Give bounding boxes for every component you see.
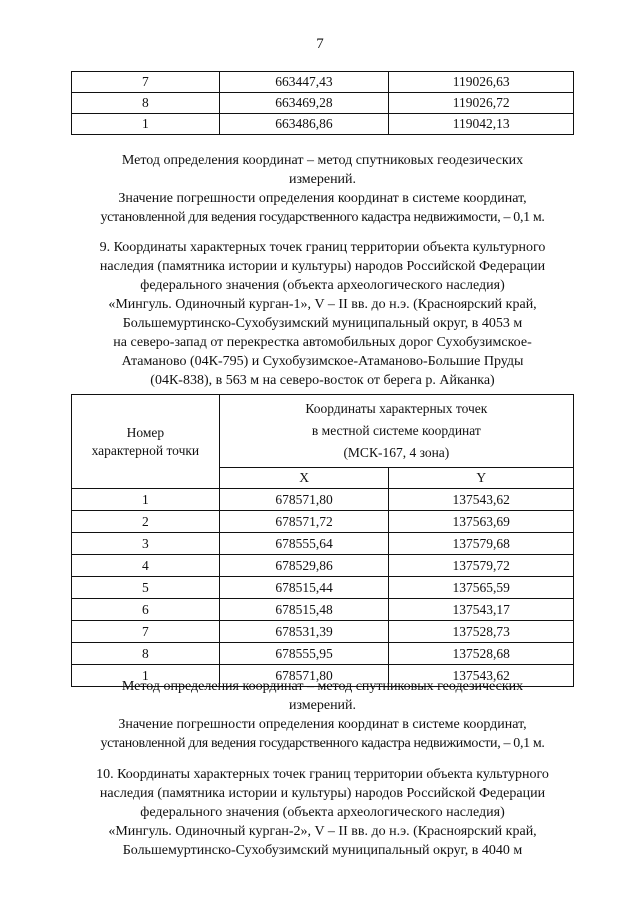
table-row	[72, 643, 574, 665]
y-coordinate-cell: 137543,62	[389, 665, 574, 687]
x-coordinate-cell: 663447,43	[219, 72, 389, 93]
section-line: на северо-запад от перекрестка автомобильных дорог Сухобузимское-	[113, 335, 532, 350]
y-coordinate-cell: 119026,72	[389, 93, 574, 114]
header-point-number	[72, 395, 220, 489]
point-number-cell: 8	[72, 93, 220, 114]
section-line: «Мингуль. Одиночный курган-2», V – II вв. до н.э. (Красноярский край,	[108, 824, 537, 839]
coordinate-method-note	[70, 677, 575, 753]
x-coordinate-cell: 678555,64	[219, 533, 389, 555]
page-number: 7	[316, 36, 324, 52]
y-coordinate-cell: 137543,17	[389, 599, 574, 621]
y-coordinate-cell: 137563,69	[389, 511, 574, 533]
y-coordinate-cell: 137579,72	[389, 555, 574, 577]
x-coordinate-cell: 678531,39	[219, 621, 389, 643]
header-line: Номер	[126, 424, 165, 440]
section-line: (04К-838), в 563 м на северо-восток от берега р. Айканка)	[150, 373, 495, 388]
point-number-cell: 7	[72, 72, 220, 93]
point-number-cell: 3	[72, 533, 220, 555]
x-coordinate-cell: 663469,28	[219, 93, 389, 114]
x-coordinate-cell: 678555,95	[219, 643, 389, 665]
note-line: измерений.	[288, 172, 357, 187]
coordinates-table-continued	[71, 71, 574, 135]
point-number-cell: 1	[72, 665, 220, 687]
y-coordinate-cell: 137565,59	[389, 577, 574, 599]
table-row	[72, 72, 574, 93]
section-10-heading	[70, 765, 575, 860]
table-row	[72, 511, 574, 533]
section-line: наследия (памятника истории и культуры) народов Российской Федерации	[99, 786, 546, 801]
section-line: 10. Координаты характерных точек границ территории объекта культурного	[96, 767, 549, 782]
header-x: X	[219, 468, 389, 489]
x-coordinate-cell: 663486,86	[219, 114, 389, 135]
table-row	[72, 489, 574, 511]
y-coordinate-cell: 137543,62	[389, 489, 574, 511]
coordinate-method-note	[70, 151, 575, 227]
y-coordinate-cell: 119026,63	[389, 72, 574, 93]
y-coordinate-cell: 137579,68	[389, 533, 574, 555]
note-line: Значение погрешности определения координат в системе координат,	[118, 191, 527, 206]
section-line: Большемуртинско-Сухобузимский муниципальный округ, в 4040 м	[122, 843, 523, 858]
point-number-cell: 1	[72, 114, 220, 135]
x-coordinate-cell: 678571,80	[219, 489, 389, 511]
header-coordinates	[219, 395, 573, 468]
note-line: установленной для ведения государственного кадастра недвижимости, – 0,1 м.	[100, 210, 545, 225]
x-coordinate-cell: 678515,44	[219, 577, 389, 599]
x-coordinate-cell: 678529,86	[219, 555, 389, 577]
header-line: в местной системе координат	[311, 423, 481, 438]
note-line: установленной для ведения государственного кадастра недвижимости, – 0,1 м.	[100, 736, 545, 751]
y-coordinate-cell: 119042,13	[389, 114, 574, 135]
point-number-cell: 4	[72, 555, 220, 577]
section-line: федерального значения (объекта археологического наследия)	[140, 805, 505, 820]
point-number-cell: 5	[72, 577, 220, 599]
note-line: Метод определения координат – метод спутниковых геодезических	[121, 679, 524, 694]
section-line: Атаманово (04К-795) и Сухобузимское-Атаманово-Большие Пруды	[121, 354, 524, 369]
table-row	[72, 93, 574, 114]
point-number-cell: 8	[72, 643, 220, 665]
section-line: Большемуртинско-Сухобузимский муниципальный округ, в 4053 м	[122, 316, 523, 331]
header-y: Y	[389, 468, 574, 489]
x-coordinate-cell: 678515,48	[219, 599, 389, 621]
note-line: Метод определения координат – метод спутниковых геодезических	[121, 153, 524, 168]
x-coordinate-cell: 678571,80	[219, 665, 389, 687]
table-row	[72, 621, 574, 643]
header-line: (МСК-167, 4 зона)	[343, 445, 450, 460]
y-coordinate-cell: 137528,68	[389, 643, 574, 665]
point-number-cell: 1	[72, 489, 220, 511]
table-row	[72, 555, 574, 577]
point-number-cell: 7	[72, 621, 220, 643]
section-line: «Мингуль. Одиночный курган-1», V – II вв. до н.э. (Красноярский край,	[108, 297, 537, 312]
section-line: 9. Координаты характерных точек границ территории объекта культурного	[99, 240, 546, 255]
note-line: измерений.	[288, 698, 357, 713]
point-number-cell: 6	[72, 599, 220, 621]
header-line: Координаты характерных точек	[305, 401, 488, 416]
note-line: Значение погрешности определения координат в системе координат,	[118, 717, 527, 732]
point-number-cell: 2	[72, 511, 220, 533]
coordinates-table-object-1	[71, 394, 574, 687]
section-line: федерального значения (объекта археологического наследия)	[140, 278, 505, 293]
table-row	[72, 114, 574, 135]
table-row	[72, 599, 574, 621]
table-row	[72, 577, 574, 599]
x-coordinate-cell: 678571,72	[219, 511, 389, 533]
section-line: наследия (памятника истории и культуры) народов Российской Федерации	[99, 259, 546, 274]
section-9-heading	[70, 238, 575, 390]
header-line: характерной точки	[91, 442, 200, 458]
table-row	[72, 533, 574, 555]
table-header-row	[72, 395, 574, 468]
y-coordinate-cell: 137528,73	[389, 621, 574, 643]
